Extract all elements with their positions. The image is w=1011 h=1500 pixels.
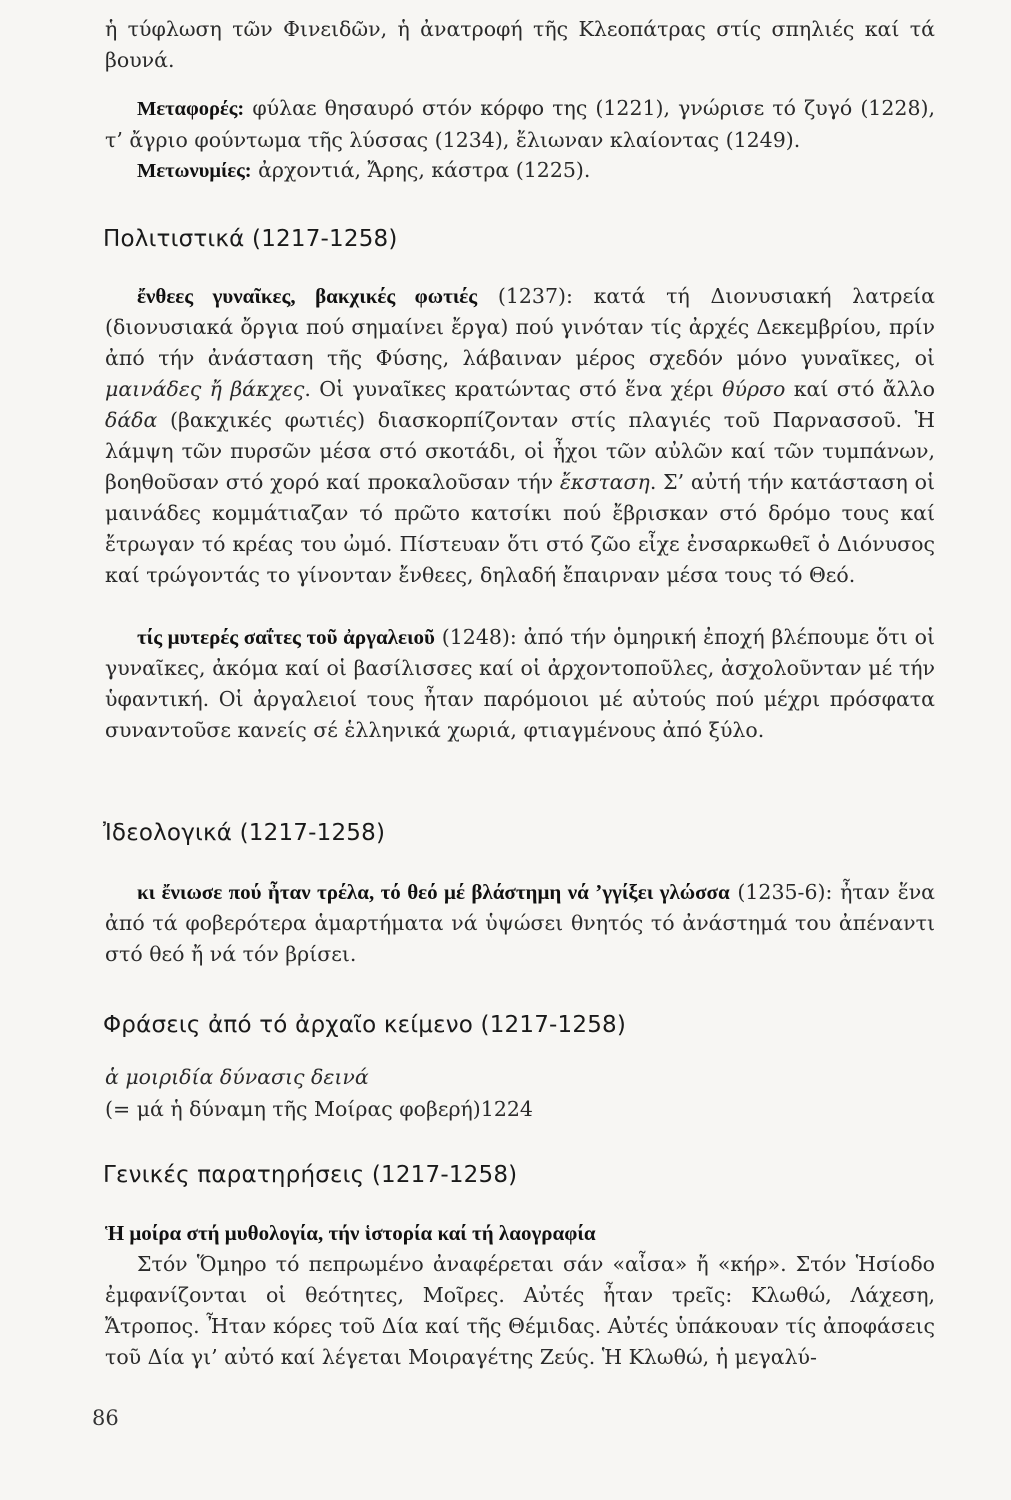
cultural-heading: Πολιτιστικά (1217-1258) xyxy=(103,226,398,252)
translation-text: (= μά ἡ δύναμη τῆς Μοίρας φοβερή) xyxy=(105,1097,481,1121)
general-subheading-row xyxy=(105,1218,935,1249)
general-heading: Γενικές παρατηρήσεις (1217-1258) xyxy=(103,1162,518,1188)
ecstasy-term: ἔκσταση xyxy=(559,470,650,494)
general-subheading: Ἡ μοίρα στή μυθολογία, τήν ἱστορία καί τή λαογραφία xyxy=(105,1221,596,1245)
phrase-translation xyxy=(105,1094,935,1125)
loom-term: τίς μυτερές σαΐτες τοῦ ἀργαλειοῦ xyxy=(137,625,435,649)
ideological-heading: Ἰδεολογικά (1217-1258) xyxy=(103,820,386,846)
cultural-paragraph-1 xyxy=(105,281,935,591)
maenads-term: μαινάδες ἤ βάκχες xyxy=(105,377,305,401)
metaphors-paragraph xyxy=(105,93,935,156)
metonymies-label: Μετωνυμίες: xyxy=(137,160,252,182)
phrase-quote xyxy=(105,1062,935,1093)
continuation-paragraph xyxy=(105,14,935,76)
page-number: 86 xyxy=(92,1406,119,1430)
metonymies-text: ἀρχοντιά, Ἄρης, κάστρα (1225). xyxy=(258,158,591,182)
cultural-p1-text-a: (1237): κατά τή Διονυσιακή λατρεία (διονυσιακά ὄργια πού σημαίνει ἔργα) πού γινόταν τίς ἀρχές Δεκεμβρίου, πρίν ἀπό τήν ἀνάσταση τῆς Φύσης, λάβαιναν μέρος σχεδόν μόνο γυναῖκες, οἱ xyxy=(105,284,935,370)
line-reference: 1224 xyxy=(480,1097,533,1121)
cultural-p1-text-c: καί στό ἄλλο xyxy=(793,377,935,401)
cultural-paragraph-2 xyxy=(105,622,935,746)
torch-term: δάδα xyxy=(105,408,158,432)
cultural-p1-text-e: . Σ’ αὐτή τήν κατάσταση οἱ μαινάδες κομμάτιαζαν τό πρῶτο κατσίκι πού ἔβρισκαν στό δρόμο τους καί ἔτρωγαν τό κρέας του ὠμό. Πίστευαν ὅτι στό ζῶο εἶχε ἐνσαρκωθεῖ ὁ Διόνυσος καί τρώγοντάς το γίνονταν ἔνθεες, δηλαδή ἔπαιρναν μέσα τους τό Θεό. xyxy=(105,470,935,587)
ideological-paragraph xyxy=(105,877,935,970)
metaphors-text: φύλαε θησαυρό στόν κόρφο της (1221), γνώρισε τό ζυγό (1228), τ’ ἄγριο φούντωμα τῆς λύσσας (1234), ἔλιωναν κλαίοντας (1249). xyxy=(105,96,935,152)
bacchic-term: ἔνθεες γυναῖκες, βακχικές φωτιές xyxy=(137,284,478,308)
general-text: Στόν Ὅμηρο τό πεπρωμένο ἀναφέρεται σάν «αἶσα» ἤ «κήρ». Στόν Ἡσίοδο ἐμφανίζονται οἱ θεότητες, Μοῖρες. Αὐτές ἦταν τρεῖς: Κλωθώ, Λάχεση, Ἄτροπος. Ἦταν κόρες τοῦ Δία καί τῆς Θέμιδας. Αὐτές ὑπάκουαν τίς ἀποφάσεις τοῦ Δία γι’ αὐτό καί λέγεται Μοιραγέτης Ζεύς. Ἡ Κλωθώ, ἡ μεγαλύ- xyxy=(105,1252,935,1369)
ideological-text: (1235-6): ἦταν ἕνα ἀπό τά φοβερότερα ἁμαρτήματα νά ὑψώσει θνητός τό ἀνάστημά του ἀπέναντι στό θεό ἤ νά τόν βρίσει. xyxy=(105,880,936,966)
cultural-p2-text: (1248): ἀπό τήν ὁμηρική ἐποχή βλέπουμε ὅτι οἱ γυναῖκες, ἀκόμα καί οἱ βασίλισσες καί οἱ ἀρχοντοποῦλες, ἀσχολοῦνταν μέ τήν ὑφαντική. Οἱ ἀργαλειοί τους ἦταν παρόμοιοι μέ αὐτούς πού μέχρι πρόσφατα συναντοῦσε κανείς σέ ἑλληνικά χωριά, φτιαγμένους ἀπό ξύλο. xyxy=(105,625,935,742)
ancient-quote: ἁ μοιριδία δύνασις δεινά xyxy=(105,1065,369,1089)
continuation-text: ἡ τύφλωση τῶν Φινειδῶν, ἡ ἀνατροφή τῆς Κλεοπάτρας στίς σπηλιές καί τά βουνά. xyxy=(105,17,935,72)
cultural-p1-text-b: . Οἱ γυναῖκες κρατώντας στό ἕνα χέρι xyxy=(304,377,714,401)
general-paragraph xyxy=(105,1249,935,1373)
metonymies-paragraph xyxy=(105,155,935,187)
metaphors-label: Μεταφορές: xyxy=(137,98,245,120)
blasphemy-term: κι ἔνιωσε πού ἦταν τρέλα, τό θεό μέ βλάστημη νά ’γγίξει γλώσσα xyxy=(137,880,730,904)
thyrsus-term: θύρσο xyxy=(722,377,786,401)
cultural-p1-text-d: (βακχικές φωτιές) διασκορπίζονταν στίς πλαγιές τοῦ Παρνασσοῦ. Ἡ λάμψη τῶν πυρσῶν μέσα στό σκοτάδι, οἱ ἦχοι τῶν αὐλῶν καί τῶν τυμπάνων, βοηθοῦσαν στό χορό καί προκαλοῦσαν τήν xyxy=(105,408,935,494)
phrases-heading: Φράσεις ἀπό τό ἀρχαῖο κείμενο (1217-1258) xyxy=(103,1012,627,1038)
